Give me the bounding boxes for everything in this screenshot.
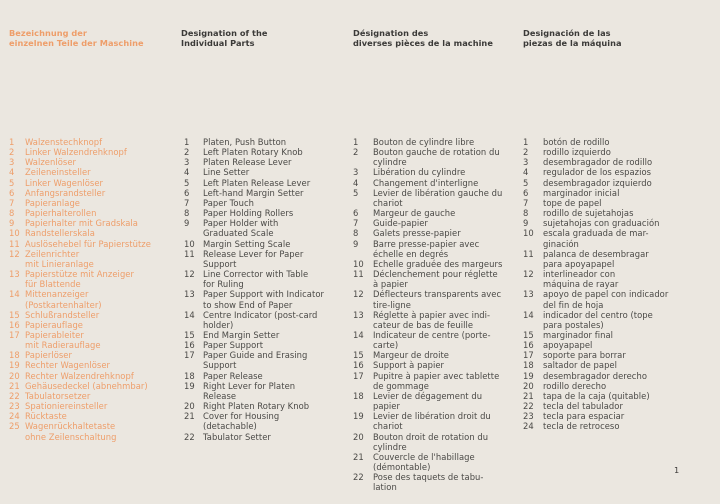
item-number: 18 <box>523 360 534 371</box>
item-number: 8 <box>523 208 529 219</box>
item-label: Paper Support <box>203 340 264 351</box>
item-label: desembragador derecho <box>543 370 647 381</box>
item-number: 12 <box>184 269 195 280</box>
item-number: 18 <box>353 390 364 401</box>
list-item <box>523 371 668 381</box>
list-item <box>353 167 502 177</box>
item-number: 12 <box>523 269 534 280</box>
item-number: 6 <box>523 187 529 198</box>
item-number: 20 <box>9 370 20 381</box>
item-number: 15 <box>523 329 534 340</box>
item-label: Papieranlage <box>25 197 81 208</box>
item-label: marginador final <box>543 329 614 340</box>
item-number: 2 <box>523 147 529 158</box>
list-item <box>9 360 151 370</box>
item-label: Walzenlöser <box>25 157 77 168</box>
item-number: 19 <box>9 360 20 371</box>
item-label: Wagenrückhaltetaste ohne Zeilenschaltung <box>25 421 117 442</box>
list-item <box>353 411 502 431</box>
item-number: 9 <box>523 218 529 229</box>
item-label: indicador del centro (tope para postales) <box>543 309 653 330</box>
item-number: 24 <box>9 411 20 422</box>
item-number: 20 <box>184 401 195 412</box>
item-label: marginador inicial <box>543 187 620 198</box>
item-number: 7 <box>523 197 529 208</box>
item-number: 2 <box>353 147 359 158</box>
item-label: Mittenanzeiger (Postkartenhalter) <box>25 289 102 310</box>
list-item <box>181 239 324 249</box>
list-item <box>9 239 151 249</box>
list-item <box>353 289 502 309</box>
item-number: 9 <box>9 218 15 229</box>
item-number: 12 <box>9 248 20 259</box>
list-item <box>181 269 324 289</box>
item-number: 1 <box>353 137 359 147</box>
item-label: Pupitre à papier avec tablette de gommage <box>373 370 500 391</box>
list-item <box>353 239 502 259</box>
list-item <box>181 289 324 309</box>
item-number: 10 <box>9 228 20 239</box>
item-label: interlineador con máquina de rayar <box>543 269 619 290</box>
item-label: Papierlöser <box>25 350 73 361</box>
item-number: 23 <box>523 411 534 422</box>
item-label: Déclenchement pour réglette à papier <box>373 269 498 290</box>
item-label: Margeur de gauche <box>373 208 456 219</box>
item-number: 3 <box>184 157 190 168</box>
item-label: desembragador de rodillo <box>543 157 653 168</box>
list-item <box>353 310 502 330</box>
item-label: Rücktaste <box>25 411 67 422</box>
item-label: botón de rodillo <box>543 137 610 147</box>
list-item <box>9 228 151 238</box>
item-label: Papierauflage <box>25 319 84 330</box>
item-number: 8 <box>184 208 190 219</box>
item-number: 10 <box>523 228 534 239</box>
list-item <box>9 421 151 441</box>
item-number: 20 <box>353 431 364 442</box>
item-label: Levier de dégagement du papier <box>373 390 483 412</box>
item-number: 21 <box>353 451 364 462</box>
item-label: Papierableiter mit Radierauflage <box>25 329 101 351</box>
item-number: 21 <box>9 380 20 391</box>
list-item <box>523 421 668 431</box>
list-item <box>181 198 324 208</box>
item-label: Linker Walzendrehknopf <box>25 147 127 158</box>
item-label: Barre presse-papier avec échelle en degrés <box>373 238 480 259</box>
item-label: palanca de desembragar para apoyapapel <box>543 248 649 269</box>
item-label: Paper Guide and Erasing Support <box>203 350 308 371</box>
item-number: 16 <box>353 360 364 371</box>
item-label: Paper Touch <box>203 197 254 208</box>
item-label: tecla de retroceso <box>543 421 620 432</box>
item-label: sujetahojas con graduación <box>543 218 660 229</box>
list-item <box>181 249 324 269</box>
item-number: 1 <box>9 137 15 147</box>
item-label: tecla para espaciar <box>543 411 625 422</box>
item-number: 1 <box>184 137 190 147</box>
item-number: 10 <box>353 258 364 269</box>
list-item <box>181 350 324 370</box>
item-number: 10 <box>184 238 195 249</box>
list-item <box>353 350 502 360</box>
item-label: Gehäusedeckel (abnehmbar) <box>25 380 148 391</box>
list-item <box>353 147 502 167</box>
item-label: Platen Release Lever <box>203 157 292 168</box>
list-item <box>523 391 668 401</box>
list-item <box>181 218 324 238</box>
item-number: 4 <box>523 167 529 178</box>
item-number: 9 <box>184 218 190 229</box>
list-item <box>523 360 668 370</box>
list-item <box>181 371 324 381</box>
list-item <box>9 401 151 411</box>
list-item <box>181 188 324 198</box>
list-item <box>9 310 151 320</box>
item-label: Left Platen Release Lever <box>203 177 311 188</box>
item-label: Right Lever for Platen Release <box>203 380 296 401</box>
item-label: Paper Holder with Graduated Scale <box>203 218 279 239</box>
list-item <box>353 452 502 472</box>
item-number: 7 <box>9 197 15 208</box>
list-item <box>353 178 502 188</box>
list-item <box>9 371 151 381</box>
list-item <box>523 350 668 360</box>
item-label: Auslösehebel für Papierstütze <box>25 238 151 249</box>
list-item <box>181 432 324 442</box>
list-item <box>9 330 151 350</box>
item-label: Line Setter <box>203 167 250 178</box>
list-item <box>523 381 668 391</box>
item-number: 17 <box>184 350 195 361</box>
list-item <box>9 391 151 401</box>
item-number: 3 <box>353 167 359 178</box>
item-label: Réglette à papier avec indi- cateur de bas de feuille <box>373 309 491 330</box>
item-label: Anfangsrandsteller <box>25 187 106 198</box>
item-number: 2 <box>184 147 190 158</box>
item-label: Changement d'interligne <box>373 177 479 188</box>
item-label: Cover for Housing (detachable) <box>203 411 280 432</box>
item-label: tapa de la caja (quitable) <box>543 390 650 401</box>
list-item <box>181 208 324 218</box>
item-number: 4 <box>184 167 190 178</box>
list-item <box>181 401 324 411</box>
list-item <box>9 320 151 330</box>
item-number: 16 <box>9 319 20 330</box>
item-number: 22 <box>353 472 364 483</box>
item-label: apoyo de papel con indicador del fin de hoja <box>543 289 669 310</box>
item-label: Rechter Wagenlöser <box>25 360 111 371</box>
item-number: 4 <box>353 177 359 188</box>
item-label: Linker Wagenlöser <box>25 177 104 188</box>
list-item <box>181 411 324 431</box>
list-item <box>353 188 502 208</box>
item-number: 8 <box>9 208 15 219</box>
item-number: 14 <box>184 309 195 320</box>
item-label: Paper Support with Indicator to show End of Paper <box>203 289 324 310</box>
list-item <box>523 340 668 350</box>
item-number: 9 <box>353 238 359 249</box>
item-label: Levier de libération droit du chariot <box>373 411 491 432</box>
list-item <box>523 167 668 177</box>
french-header: Désignation des diverses pièces de la machine <box>353 28 493 48</box>
list-item <box>181 381 324 401</box>
german-parts-list <box>9 137 151 442</box>
list-item <box>523 157 668 167</box>
item-label: Bouton gauche de rotation du cylindre <box>373 147 500 168</box>
list-item <box>9 269 151 289</box>
list-item <box>523 411 668 421</box>
item-number: 14 <box>9 289 20 300</box>
item-number: 21 <box>184 411 195 422</box>
item-label: Zeileneinsteller <box>25 167 91 178</box>
item-label: Right Platen Rotary Knob <box>203 401 310 412</box>
item-label: Paper Release <box>203 370 263 381</box>
list-item <box>353 371 502 391</box>
item-number: 11 <box>523 248 534 259</box>
item-number: 7 <box>353 218 359 229</box>
item-label: Bouton droit de rotation du cylindre <box>373 431 489 452</box>
list-item <box>523 198 668 208</box>
item-number: 5 <box>523 177 529 188</box>
item-number: 15 <box>184 329 195 340</box>
item-label: saltador de papel <box>543 360 618 371</box>
list-item <box>353 472 502 492</box>
list-item <box>353 228 502 238</box>
item-number: 19 <box>523 370 534 381</box>
item-number: 17 <box>9 329 20 340</box>
item-number: 17 <box>353 370 364 381</box>
item-label: Left-hand Margin Setter <box>203 187 304 198</box>
list-item <box>353 391 502 411</box>
list-item <box>181 137 324 147</box>
item-number: 5 <box>184 177 190 188</box>
list-item <box>353 360 502 370</box>
list-item <box>353 330 502 350</box>
list-item <box>181 340 324 350</box>
item-label: End Margin Setter <box>203 329 280 340</box>
list-item <box>523 330 668 340</box>
item-number: 1 <box>523 137 529 147</box>
list-item <box>9 178 151 188</box>
item-label: Levier de libération gauche du chariot <box>373 187 503 208</box>
list-item <box>353 208 502 218</box>
list-item <box>181 157 324 167</box>
list-item <box>523 269 668 289</box>
item-label: Rechter Walzendrehknopf <box>25 370 134 381</box>
list-item <box>9 411 151 421</box>
list-item <box>353 432 502 452</box>
item-number: 5 <box>9 177 15 188</box>
item-number: 13 <box>9 269 20 280</box>
item-label: rodillo izquierdo <box>543 147 611 158</box>
item-number: 3 <box>9 157 15 168</box>
list-item <box>523 218 668 228</box>
item-label: Couvercle de l'habillage (démontable) <box>373 451 475 472</box>
page-number: 1 <box>674 465 680 475</box>
item-number: 15 <box>9 309 20 320</box>
french-parts-list <box>353 137 502 492</box>
item-number: 12 <box>353 289 364 300</box>
item-number: 15 <box>353 350 364 361</box>
item-number: 3 <box>523 157 529 168</box>
item-number: 14 <box>523 309 534 320</box>
item-label: Guide-papier <box>373 218 428 229</box>
list-item <box>9 381 151 391</box>
item-number: 6 <box>9 187 15 198</box>
list-item <box>353 218 502 228</box>
item-label: Libération du cylindre <box>373 167 466 178</box>
item-label: Pose des taquets de tabu- lation <box>373 472 484 493</box>
list-item <box>523 178 668 188</box>
list-item <box>523 208 668 218</box>
item-label: escala graduada de mar- ginación <box>543 228 649 249</box>
item-label: Galets presse-papier <box>373 228 461 239</box>
item-number: 18 <box>184 370 195 381</box>
item-label: Line Corrector with Table for Ruling <box>203 269 309 290</box>
item-label: tope de papel <box>543 197 602 208</box>
item-label: Indicateur de centre (porte- carte) <box>373 329 491 351</box>
item-label: Tabulator Setter <box>203 431 271 442</box>
item-label: Echelle graduée des margeurs <box>373 258 503 269</box>
item-label: Platen, Push Button <box>203 137 287 147</box>
list-item <box>523 289 668 309</box>
list-item <box>9 218 151 228</box>
item-number: 2 <box>9 147 15 158</box>
item-label: Walzenstechknopf <box>25 137 103 147</box>
item-number: 11 <box>184 248 195 259</box>
item-label: Bouton de cylindre libre <box>373 137 475 147</box>
item-number: 7 <box>184 197 190 208</box>
list-item <box>9 289 151 309</box>
list-item <box>9 167 151 177</box>
list-item <box>9 147 151 157</box>
list-item <box>353 137 502 147</box>
english-parts-list <box>181 137 324 442</box>
list-item <box>9 198 151 208</box>
spanish-parts-list <box>523 137 668 432</box>
item-number: 8 <box>353 228 359 239</box>
item-number: 24 <box>523 421 534 432</box>
list-item <box>523 249 668 269</box>
item-number: 16 <box>184 340 195 351</box>
spanish-header: Designación de las piezas de la máquina <box>523 28 622 48</box>
list-item <box>9 157 151 167</box>
list-item <box>9 350 151 360</box>
list-item <box>523 188 668 198</box>
list-item <box>9 249 151 269</box>
list-item <box>181 167 324 177</box>
item-number: 14 <box>353 329 364 340</box>
item-number: 19 <box>184 380 195 391</box>
list-item <box>9 208 151 218</box>
list-item <box>523 137 668 147</box>
item-number: 13 <box>184 289 195 300</box>
item-label: Papierhalterollen <box>25 208 97 219</box>
item-label: soporte para borrar <box>543 350 626 361</box>
list-item <box>181 178 324 188</box>
item-label: Tabulatorsetzer <box>25 390 91 401</box>
list-item <box>353 259 502 269</box>
item-label: Zeilenrichter mit Linieranlage <box>25 248 94 269</box>
item-number: 6 <box>353 208 359 219</box>
item-number: 22 <box>9 390 20 401</box>
item-number: 17 <box>523 350 534 361</box>
item-number: 11 <box>353 269 364 280</box>
item-number: 13 <box>353 309 364 320</box>
item-label: Papierhalter mit Gradskala <box>25 218 138 229</box>
item-number: 25 <box>9 421 20 432</box>
item-label: Spationiereinsteller <box>25 401 108 412</box>
item-label: rodillo derecho <box>543 380 607 391</box>
item-label: desembragador izquierdo <box>543 177 652 188</box>
item-number: 22 <box>184 431 195 442</box>
item-label: Schlußrandsteller <box>25 309 100 320</box>
item-number: 4 <box>9 167 15 178</box>
item-number: 22 <box>523 401 534 412</box>
english-header: Designation of the Individual Parts <box>181 28 268 48</box>
item-label: Left Platen Rotary Knob <box>203 147 303 158</box>
item-number: 5 <box>353 187 359 198</box>
list-item <box>523 147 668 157</box>
list-item <box>9 188 151 198</box>
list-item <box>9 137 151 147</box>
item-label: rodillo de sujetahojas <box>543 208 634 219</box>
item-label: tecla del tabulador <box>543 401 623 412</box>
item-number: 20 <box>523 380 534 391</box>
list-item <box>523 401 668 411</box>
item-label: Déflecteurs transparents avec tire-ligne <box>373 289 502 310</box>
list-item <box>523 228 668 248</box>
item-label: Papierstütze mit Anzeiger für Blattende <box>25 269 134 290</box>
item-label: Release Lever for Paper Support <box>203 248 304 269</box>
item-number: 18 <box>9 350 20 361</box>
german-header: Bezeichnung der einzelnen Teile der Maschine <box>9 28 144 48</box>
item-label: regulador de los espazios <box>543 167 652 178</box>
item-label: Support à papier <box>373 360 445 371</box>
item-number: 11 <box>9 238 20 249</box>
item-label: Centre Indicator (post-card holder) <box>203 309 318 330</box>
item-number: 21 <box>523 390 534 401</box>
list-item <box>353 269 502 289</box>
item-label: Paper Holding Rollers <box>203 208 294 219</box>
list-item <box>523 310 668 330</box>
list-item <box>181 330 324 340</box>
list-item <box>181 310 324 330</box>
list-item <box>181 147 324 157</box>
item-number: 23 <box>9 401 20 412</box>
item-number: 6 <box>184 187 190 198</box>
item-number: 13 <box>523 289 534 300</box>
item-label: Margeur de droite <box>373 350 449 361</box>
item-label: Margin Setting Scale <box>203 238 291 249</box>
item-label: apoyapapel <box>543 340 593 351</box>
item-number: 19 <box>353 411 364 422</box>
item-number: 16 <box>523 340 534 351</box>
item-label: Randstellerskala <box>25 228 95 239</box>
